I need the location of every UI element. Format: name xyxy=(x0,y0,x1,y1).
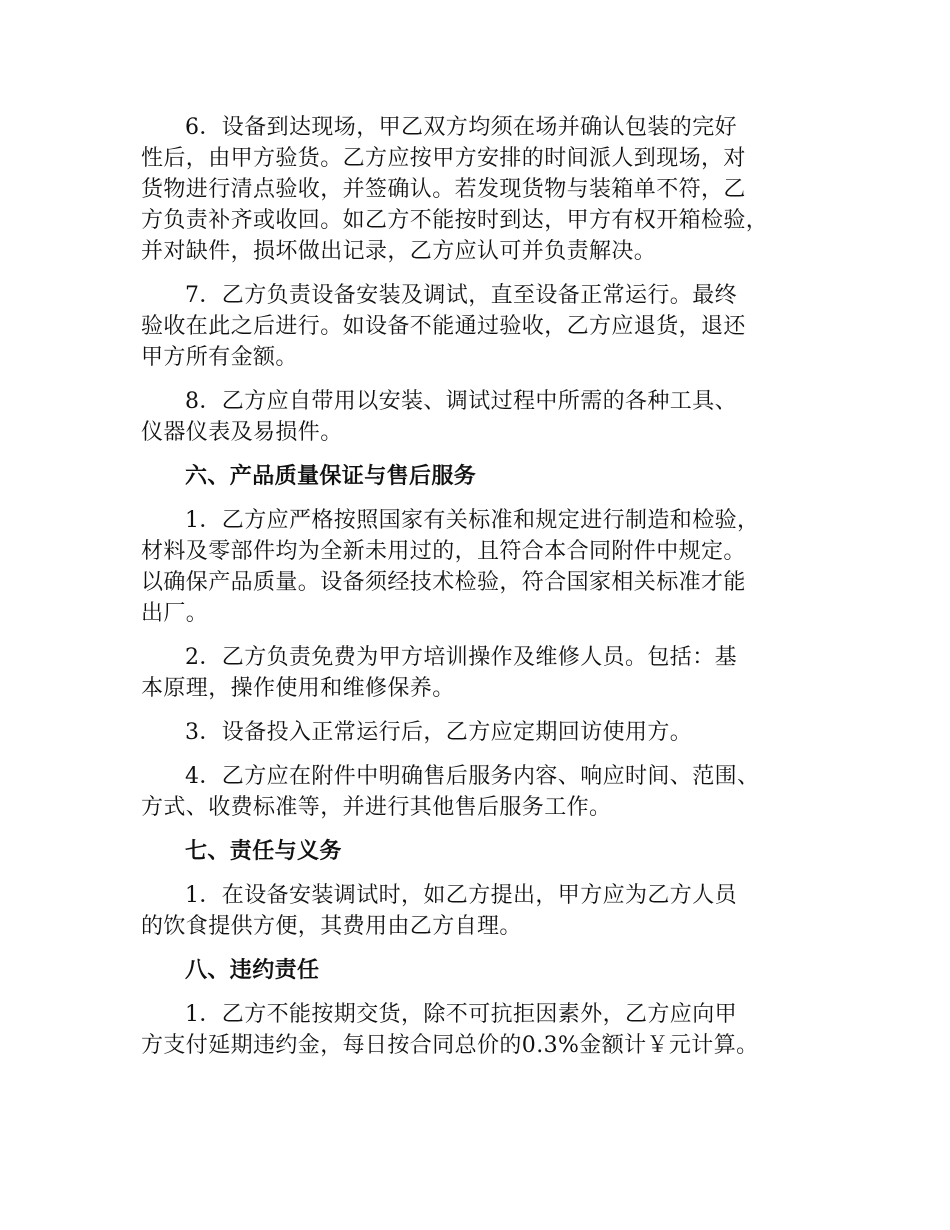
quality-clause-3: 3．设备投入正常运行后，乙方应定期回访使用方。 xyxy=(185,720,693,745)
section-6-heading: 六、产品质量保证与售后服务 xyxy=(185,464,477,489)
clause-6-inspection: 6．设备到达现场，甲乙双方均须在场并确认包装的完好 性后，由甲方验货。乙方应按甲方安排的时间派人到现场，对 货物进行清点验收，并签确认。若发现货物与装箱单不符，乙 方负责补齐或收回。如乙方不能按时到达，甲方有权开箱检验， 并对缺件，损坏做出记录，乙方应认可并负责解决。 xyxy=(141,115,769,264)
document-body xyxy=(141,112,831,1061)
section-8-heading: 八、违约责任 xyxy=(185,958,320,983)
quality-clause-4: 4．乙方应在附件中明确售后服务内容、响应时间、范围、 方式、收费标准等，并进行其他售后服务工作。 xyxy=(141,764,760,820)
quality-clause-2: 2．乙方负责免费为甲方培训操作及维修人员。包括：基 本原理，操作使用和维修保养。 xyxy=(141,645,737,701)
clause-7-installation: 7．乙方负责设备安装及调试，直至设备正常运行。最终 验收在此之后进行。如设备不能通过验收，乙方应退货，退还 甲方所有金额。 xyxy=(141,283,746,370)
quality-clause-1: 1．乙方应严格按照国家有关标准和规定进行制造和检验， 材料及零部件均为全新未用过的，且符合本合同附件中规定。 以确保产品质量。设备须经技术检验，符合国家相关标准才能 出厂。 xyxy=(141,508,760,626)
clause-8-tools: 8．乙方应自带用以安装、调试过程中所需的各种工具、 仪器仪表及易损件。 xyxy=(141,389,737,445)
breach-clause-1: 1．乙方不能按期交货，除不可抗拒因素外，乙方应向甲 方支付延期违约金，每日按合同总价的0.3%金额计￥元计算。 xyxy=(141,1002,759,1058)
duty-clause-1: 1．在设备安装调试时，如乙方提出，甲方应为乙方人员 的饮食提供方便，其费用由乙方自理。 xyxy=(141,883,737,939)
section-7-heading: 七、责任与义务 xyxy=(185,839,342,864)
